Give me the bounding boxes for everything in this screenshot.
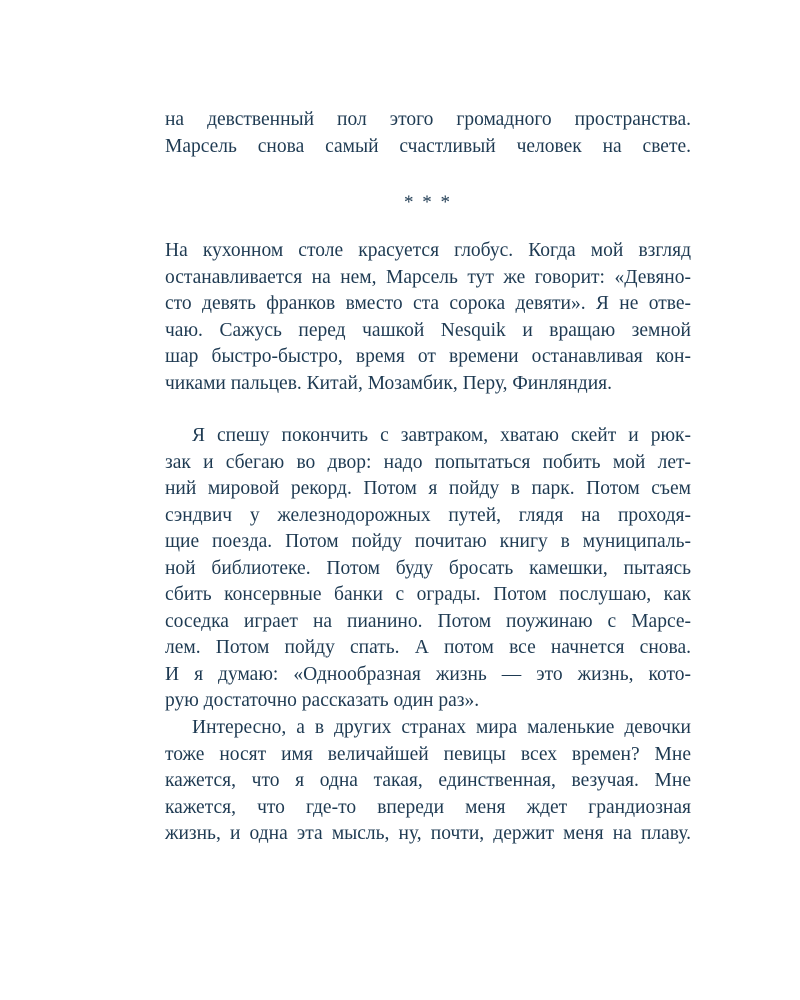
- paragraph-singer-name: [165, 715, 691, 848]
- paragraph-globe: [165, 238, 691, 397]
- text-line: сэндвич у железнодорожных путей, глядя на проходя-: [165, 504, 691, 526]
- text-line: чаю. Сажусь перед чашкой Nesquik и вращаю земной: [165, 319, 691, 341]
- text-line: рую достаточно рассказать один раз».: [165, 690, 480, 711]
- text-line: Я спешу покончить с завтраком, хватаю скейт и рюк-: [192, 425, 691, 446]
- text-line: ной библиотеке. Потом буду бросать камешки, пытаясь: [165, 557, 691, 579]
- text-line: тоже носят имя величайшей певицы всех времен? Мне: [165, 743, 691, 765]
- text-line: ний мировой рекорд. Потом я пойду в парк. Потом съем: [165, 478, 691, 499]
- text-line: зак и сбегаю во двор: надо попытаться побить мой лет-: [165, 451, 691, 473]
- text-line: чиками пальцев. Китай, Мозамбик, Перу, Финляндия.: [165, 372, 612, 394]
- text-line: жизнь, и одна эта мысль, ну, почти, держит меня на плаву.: [165, 823, 691, 844]
- paragraph-day-plan: [165, 423, 691, 715]
- text-line: Интересно, а в других странах мира маленькие девочки: [192, 717, 691, 738]
- text-line: кажется, что где-то впереди меня ждет грандиозная: [165, 796, 691, 818]
- text-line: соседка играет на пианино. Потом поужинаю с Марсе-: [165, 610, 691, 632]
- text-line: останавливается на нем, Марсель тут же говорит: «Девяно-: [165, 266, 691, 288]
- text-line: шар быстро-быстро, время от времени останавливая кон-: [165, 346, 691, 367]
- text-line: И я думаю: «Однообразная жизнь — это жизнь, кото-: [165, 663, 691, 685]
- text-line: щие поезда. Потом пойду почитаю книгу в муниципаль-: [165, 531, 691, 552]
- text-line: на девственный пол этого громадного пространства.: [165, 109, 691, 130]
- text-line: Марсель снова самый счастливый человек на свете.: [165, 135, 691, 157]
- text-line: сто девять франков вместо ста сорока девяти». Я не отве-: [165, 293, 691, 314]
- paragraph-continuation: [165, 107, 691, 160]
- section-separator: * * *: [404, 192, 452, 213]
- text-line: На кухонном столе красуется глобус. Когда мой взгляд: [165, 240, 691, 261]
- text-line: кажется, что я одна такая, единственная, везучая. Мне: [165, 770, 691, 791]
- text-line: сбить консервные банки с ограды. Потом послушаю, как: [165, 584, 691, 605]
- text-line: лем. Потом пойду спать. А потом все начнется снова.: [165, 637, 691, 658]
